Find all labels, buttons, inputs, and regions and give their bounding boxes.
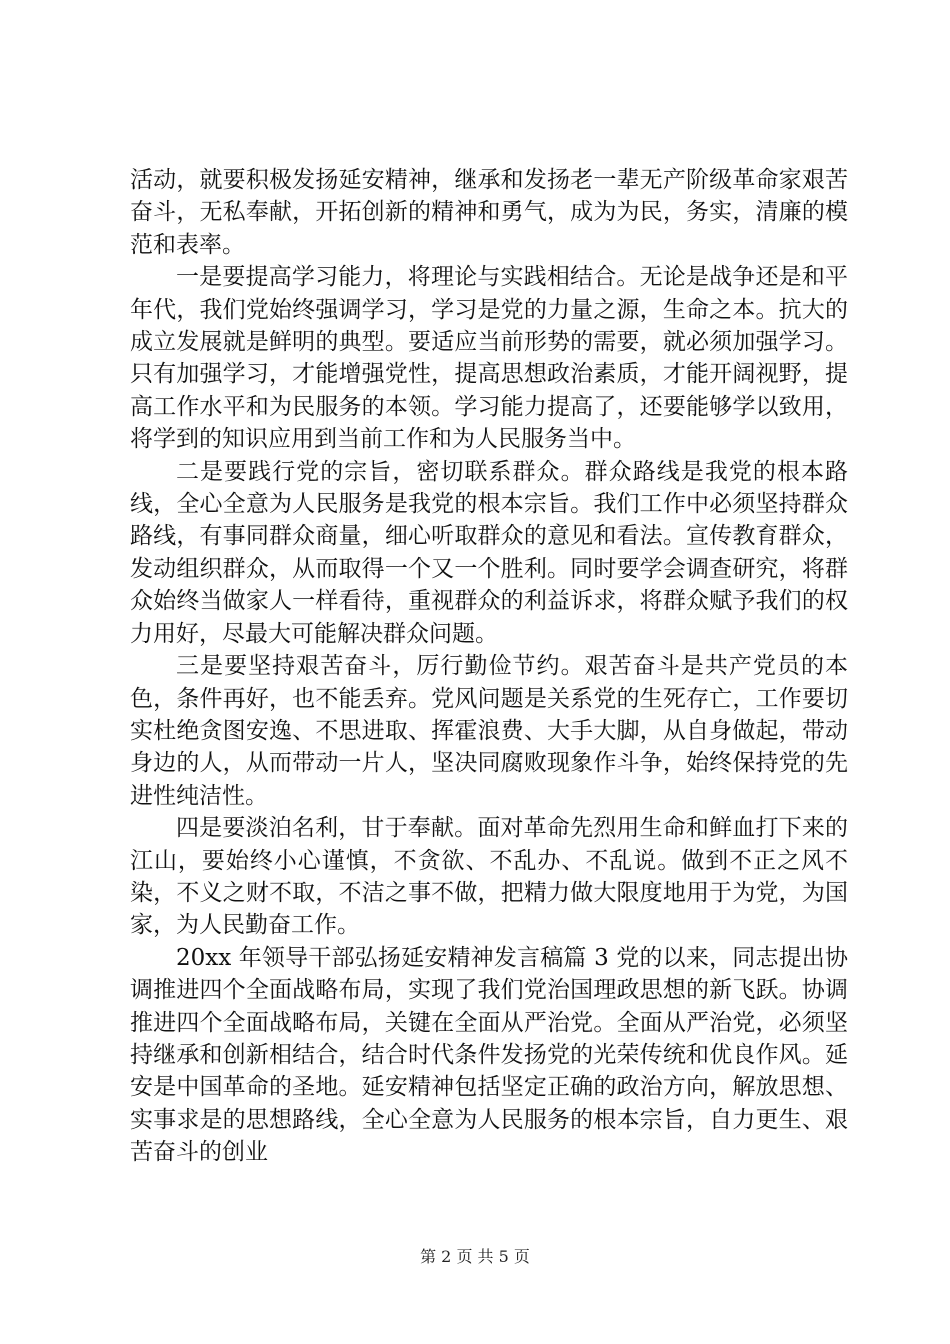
- page-number: 第 2 页 共 5 页: [420, 1247, 530, 1266]
- paragraph-mass-line: 二是要践行党的宗旨，密切联系群众。群众路线是我党的根本路线，全心全意为人民服务是我党的根本宗旨。我们工作中必须坚持群众路线，有事同群众商量，细心听取群众的意见和看法。宣传教育群众，发动组织群众，从而取得一个又一个胜利。同时要学会调查研究，将群众始终当做家人一样看待，重视群众的利益诉求，将群众赋予我们的权力用好，尽最大可能解决群众问题。: [130, 458, 848, 647]
- paragraph-dedication: 四是要淡泊名利，甘于奉献。面对革命先烈用生命和鲜血打下来的江山，要始终小心谨慎，不贪欲、不乱办、不乱说。做到不正之风不染，不义之财不取，不洁之事不做，把精力做大限度地用于为党，为国家，为人民勤奋工作。: [130, 815, 848, 939]
- page-footer: [0, 1244, 950, 1267]
- paragraph-article-3: 20xx 年领导干部弘扬延安精神发言稿篇 3 党的以来，同志提出协调推进四个全面战略布局，实现了我们党治国理政思想的新飞跃。协调推进四个全面战略布局，关键在全面从严治党。全面从严治党，必须坚持继承和创新相结合，结合时代条件发扬党的光荣传统和优良作风。延安是中国革命的圣地。延安精神包括坚定正确的政治方向，解放思想、实事求是的思想路线，全心全意为人民服务的根本宗旨，自力更生、艰苦奋斗的创业: [130, 944, 848, 1166]
- paragraph-study-ability: 一是要提高学习能力，将理论与实践相结合。无论是战争还是和平年代，我们党始终强调学习，学习是党的力量之源，生命之本。抗大的成立发展就是鲜明的典型。要适应当前形势的需要，就必须加强学习。只有加强学习，才能增强党性，提高思想政治素质，才能开阔视野，提高工作水平和为民服务的本领。学习能力提高了，还要能够学以致用，将学到的知识应用到当前工作和为人民服务当中。: [130, 264, 848, 453]
- document-body: [130, 164, 848, 1169]
- paragraph-continuation: 活动，就要积极发扬延安精神，继承和发扬老一辈无产阶级革命家艰苦奋斗，无私奉献，开拓创新的精神和勇气，成为为民，务实，清廉的模范和表率。: [130, 167, 848, 258]
- paragraph-hard-work: 三是要坚持艰苦奋斗，厉行勤俭节约。艰苦奋斗是共产党员的本色，条件再好，也不能丢弃。党风问题是关系党的生死存亡，工作要切实杜绝贪图安逸、不思进取、挥霍浪费、大手大脚，从自身做起，带动身边的人，从而带动一片人，坚决同腐败现象作斗争，始终保持党的先进性纯洁性。: [130, 653, 848, 809]
